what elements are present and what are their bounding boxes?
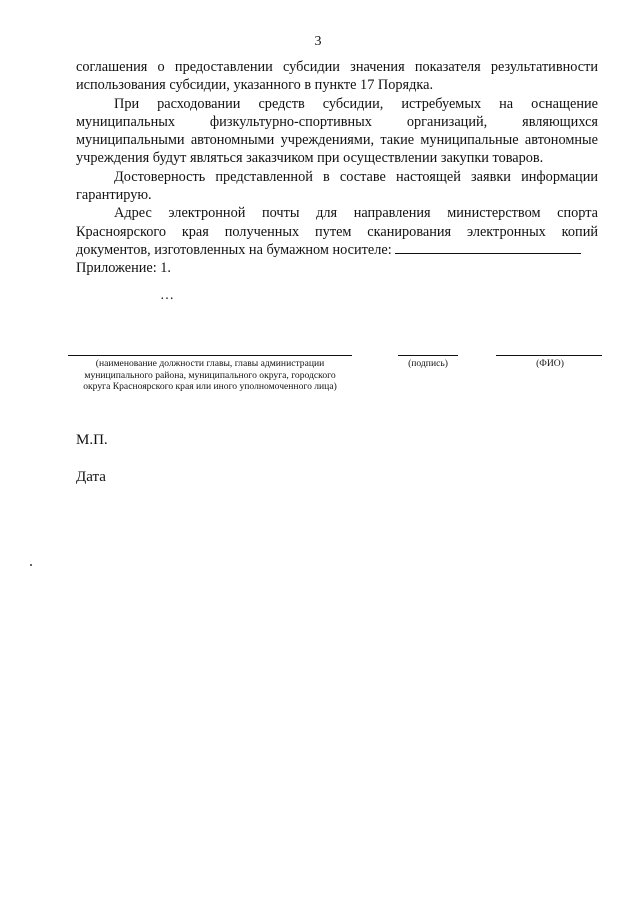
name-caption: (ФИО) — [536, 358, 564, 369]
paragraph-2: При расходовании средств субсидии, истребуемых на оснащение муниципальных физкультурно-спортивных организаций, являющихся муниципальными автономными учреждениями, такие муниципальные автономные учреждения будут являться заказчиком при осуществлении закупки товаров. — [76, 95, 598, 167]
name-line — [496, 355, 602, 356]
scan-dot — [30, 564, 32, 566]
date-label: Дата — [76, 469, 106, 485]
paragraph-3: Достоверность представленной в составе настоящей заявки информации гарантирую. — [76, 168, 598, 204]
ellipsis: … — [160, 288, 174, 303]
paragraph-4 — [76, 204, 598, 259]
paragraph-1: соглашения о предоставлении субсидии значения показателя результативности использования субсидии, указанного в пункте 17 Порядка. — [76, 59, 598, 94]
email-address-text: Адрес электронной почты для направления министерством спорта Красноярского края полученных путем сканирования электронных копий документов, изготовленных на бумажном носителе: — [76, 205, 598, 258]
position-line — [68, 355, 352, 356]
signature-line — [398, 355, 458, 356]
attachment-line: Приложение: 1. — [76, 260, 172, 277]
position-caption: (наименование должности главы, главы администрации муниципального района, муниципального округа, городского округа Красноярского края или иного уполномоченного лица) — [83, 358, 337, 392]
email-fill-line — [395, 241, 581, 254]
stamp-label: М.П. — [76, 432, 108, 448]
signature-caption: (подпись) — [408, 358, 448, 369]
page-number: 3 — [314, 34, 322, 49]
document-body — [76, 58, 598, 278]
